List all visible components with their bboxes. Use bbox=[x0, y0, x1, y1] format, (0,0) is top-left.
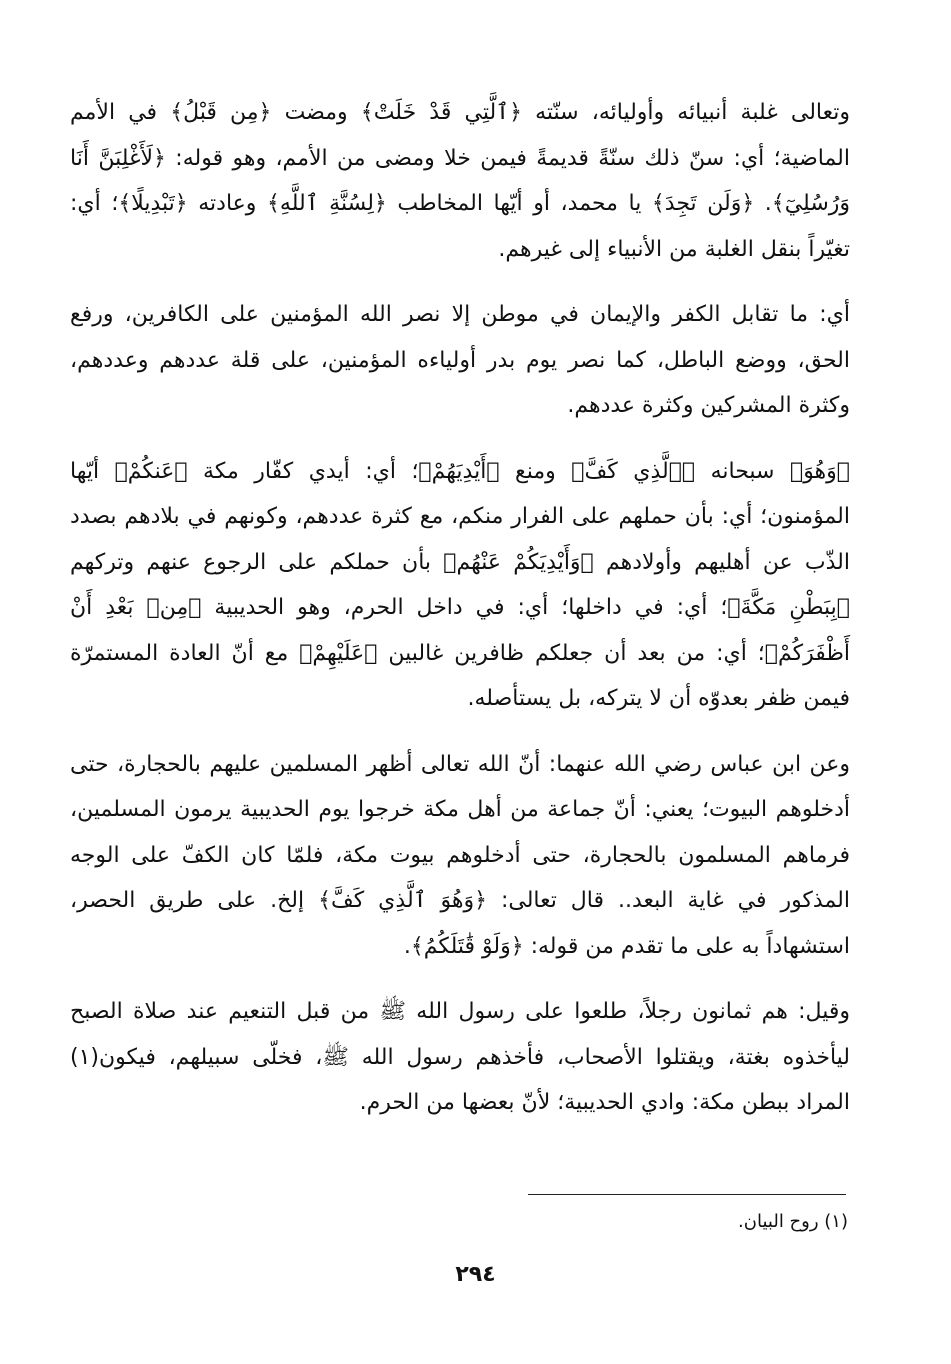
paragraph-5: وقيل: هم ثمانون رجلاً، طلعوا على رسول الله ﷺ من قبل التنعيم عند صلاة الصبح ليأخذوه بغتة، ويقتلوا الأصحاب، فأخذهم رسول الله ﷺ، فخلّى سبيلهم، فيكون(١) المراد ببطن مكة: وادي الحديبية؛ لأنّ بعضها من الحرم. bbox=[70, 999, 850, 1115]
paragraph-3: ﴿وَهُوَ﴾ سبحانه ﴿ٱلَّذِي كَفَّ﴾ ومنع ﴿أَيْدِيَهُمْ﴾؛ أي: أيدي كفّار مكة ﴿عَنكُمْ﴾ أيّها المؤمنون؛ أي: بأن حملهم على الفرار منكم، مع كثرة عددهم، وكونهم في بلادهم بصدد الذّب عن أهليهم وأولادهم ﴿وَأَيْدِيَكُمْ عَنْهُم﴾ بأن حملكم على الرجوع عنهم وتركهم ﴿بِبَطْنِ مَكَّةَ﴾؛ أي: في داخلها؛ أي: في داخل الحرم، وهو الحديبية ﴿مِنۢ بَعْدِ أَنْ أَظْفَرَكُمْ﴾؛ أي: من بعد أن جعلكم ظافرين غالبين ﴿عَلَيْهِمْ﴾ مع أنّ العادة المستمرّة فيمن ظفر بعدوّه أن لا يتركه، بل يستأصله. bbox=[70, 458, 850, 711]
page-body bbox=[70, 90, 850, 1146]
footnote-divider bbox=[528, 1194, 846, 1195]
paragraph-2: أي: ما تقابل الكفر والإيمان في موطن إلا نصر الله المؤمنين على الكافرين، ورفع الحق، ووضع الباطل، كما نصر يوم بدر أولياءه المؤمنين، على قلة عددهم وعددهم، وكثرة المشركين وكثرة عددهم. bbox=[70, 302, 850, 418]
paragraph-4: وعن ابن عباس رضي الله عنهما: أنّ الله تعالى أظهر المسلمين عليهم بالحجارة، حتى أدخلوهم البيوت؛ يعني: أنّ جماعة من أهل مكة خرجوا يوم الحديبية يرمون المسلمين، فرماهم المسلمون بالحجارة، حتى أدخلوهم بيوت مكة، فلمّا كان الكفّ على الوجه المذكور في غاية البعد.. قال تعالى: ﴿وَهُوَ ٱلَّذِي كَفَّ﴾ إلخ. على طريق الحصر، استشهاداً به على ما تقدم من قوله: ﴿وَلَوْ قَٰتَلَكُمُ﴾. bbox=[70, 751, 850, 959]
footnote: (١) روح البيان. bbox=[738, 1211, 848, 1232]
paragraph-1: وتعالى غلبة أنبيائه وأوليائه، سنّته ﴿ٱلَّتِي قَدْ خَلَتْ﴾ ومضت ﴿مِن قَبْلُ﴾ في الأمم الماضية؛ أي: سنّ ذلك سنّةً قديمةً فيمن خلا ومضى من الأمم، وهو قوله: ﴿لَأَغْلِبَنَّ أَنَا وَرُسُلِيٓ﴾. ﴿وَلَن تَجِدَ﴾ يا محمد، أو أيّها المخاطب ﴿لِسُنَّةِ ٱللَّهِ﴾ وعادته ﴿تَبْدِيلًا﴾؛ أي: تغيّراً بنقل الغلبة من الأنبياء إلى غيرهم. bbox=[70, 100, 850, 262]
page-number: ٢٩٤ bbox=[455, 1262, 496, 1287]
